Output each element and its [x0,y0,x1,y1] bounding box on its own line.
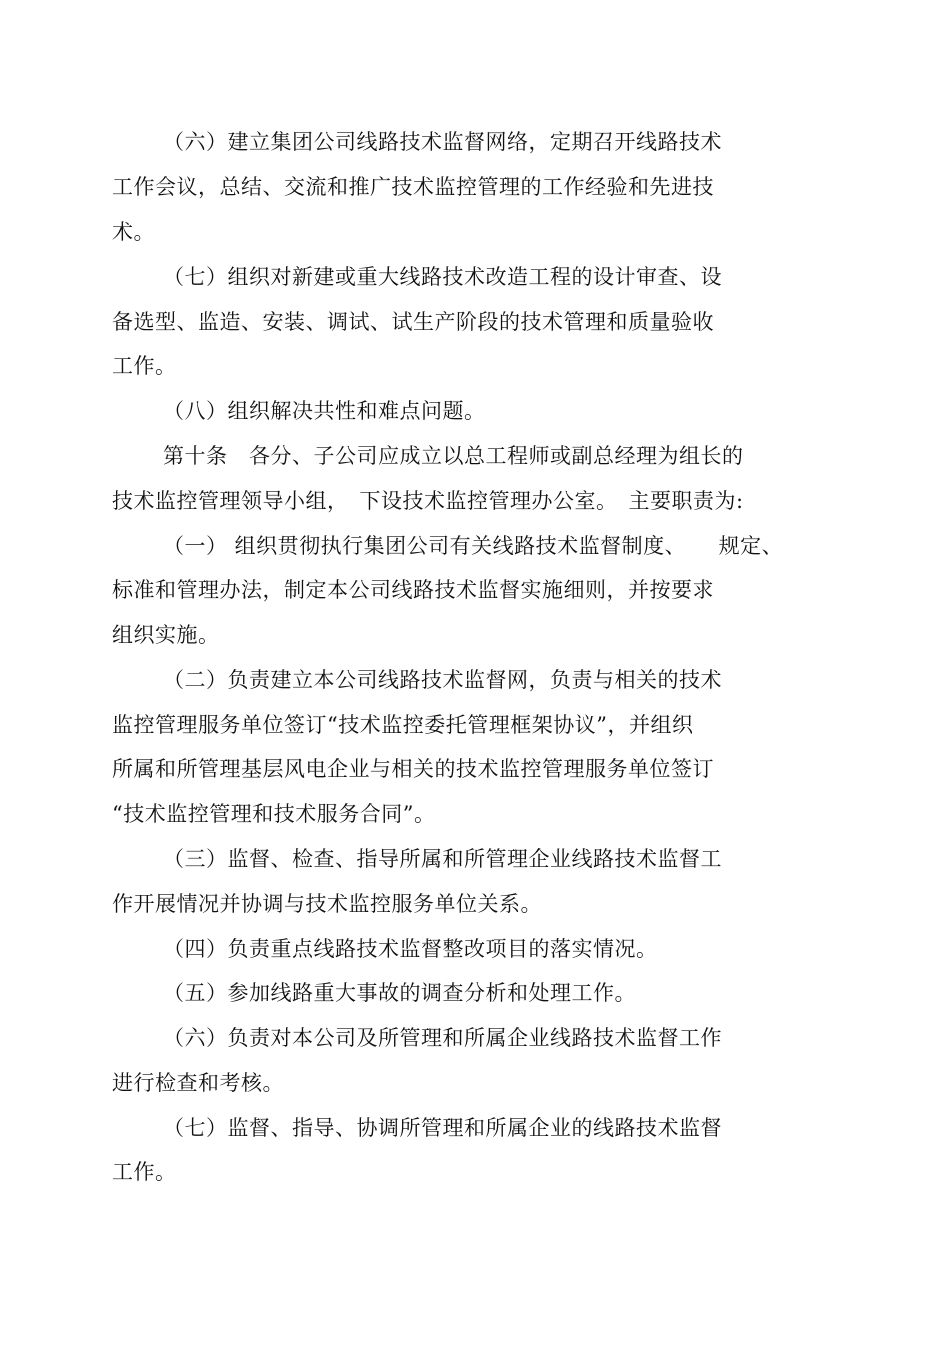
text-line: 进行检查和考核。 [112,1071,284,1095]
text-line: 监控管理服务单位签订“技术监控委托管理框架协议”，并组织 [112,713,694,737]
text-line: 工作。 [112,354,177,378]
text-line: 工作。 [112,1160,177,1184]
text-line: （一） 组织贯彻执行集团公司有关线路技术监督制度、 规定、 [163,534,784,558]
text-line: 术。 [112,220,155,244]
text-line: 备选型、监造、安装、调试、试生产阶段的技术管理和质量验收 [112,310,714,334]
text-line: （三）监督、检查、指导所属和所管理企业线路技术监督工 [163,847,722,871]
text-line: （七）组织对新建或重大线路技术改造工程的设计审查、设 [163,265,722,289]
text-line: 技术监控管理领导小组， 下设技术监控管理办公室。 主要职责为: [112,489,744,513]
text-line: 组织实施。 [112,623,220,647]
text-line: （八）组织解决共性和难点问题。 [163,399,486,423]
text-line: 工作会议，总结、交流和推广技术监控管理的工作经验和先进技 [112,175,714,199]
text-line: 作开展情况并协调与技术监控服务单位关系。 [112,892,542,916]
text-line: 标准和管理办法，制定本公司线路技术监督实施细则，并按要求 [112,578,714,602]
text-line: （五）参加线路重大事故的调查分析和处理工作。 [163,981,636,1005]
text-line: （七）监督、指导、协调所管理和所属企业的线路技术监督 [163,1116,722,1140]
text-line: 所属和所管理基层风电企业与相关的技术监控管理服务单位签订 [112,757,714,781]
text-line: （六）建立集团公司线路技术监督网络，定期召开线路技术 [163,130,722,154]
text-line: （二）负责建立本公司线路技术监督网，负责与相关的技术 [163,668,722,692]
text-line: （六）负责对本公司及所管理和所属企业线路技术监督工作 [163,1026,722,1050]
text-line: （四）负责重点线路技术监督整改项目的落实情况。 [163,937,658,961]
text-line: 第十条 各分、子公司应成立以总工程师或副总经理为组长的 [163,444,744,468]
text-line: “技术监控管理和技术服务合同”。 [112,802,436,826]
